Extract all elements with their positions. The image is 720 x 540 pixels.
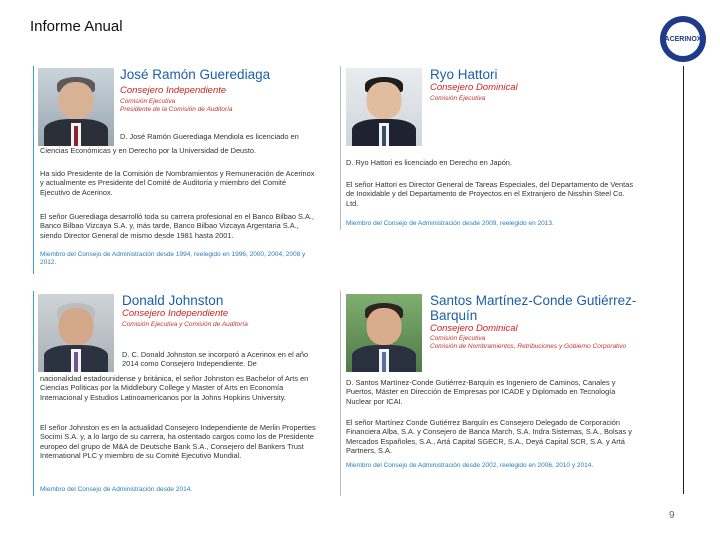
panel-rule-3 xyxy=(33,291,34,496)
director-role: Consejero Dominical xyxy=(430,82,518,93)
committee-line: Comisión Ejecutiva xyxy=(120,98,176,105)
board-membership: Miembro del Consejo de Administración desde 2009, reelegido en 2013. xyxy=(346,220,554,227)
bio-paragraph: D. Santos Martínez-Conde Gutiérrez-Barquín es Ingeniero de Caminos, Canales y Puertos, Máster en Dirección de Empresas por ICADE y Diplomado en Tecnología Nuclear por ICAI. xyxy=(346,378,616,406)
director-name: Santos Martínez-Conde Gutiérrez-Barquín xyxy=(430,293,637,323)
bio-paragraph: Ciencias Económicas y en Derecho por la Universidad de Deusto. xyxy=(40,146,257,155)
panel-rule-4 xyxy=(340,291,341,496)
board-membership: Miembro del Consejo de Administración desde 2014. xyxy=(40,486,193,493)
panel-rule-2 xyxy=(340,66,341,230)
bio-paragraph: El señor Martínez Conde Gutiérrez Barquín es Consejero Delegado de Corporación Financiera Alba, S.A. y Consejero de Banca March, S.A. Indra Sistemas, S.A., Bolsas y Mercados Españoles, S.A., Artá Capital SGECR, S.A., Deyá Capital SCR, S.A. y Artá Partners, S.A. xyxy=(346,418,632,456)
bio-paragraph: El señor Hattori es Director General de Tareas Especiales, del Departamento de Ventas de Inoxidable y del Departamento de Proyectos en el Extranjero de Nisshin Steel Co. Ltd. xyxy=(346,180,634,208)
director-role: Consejero Dominical xyxy=(430,323,518,334)
director-name: Donald Johnston xyxy=(122,293,224,308)
page-number: 9 xyxy=(669,510,675,521)
bio-paragraph: El señor Guerediaga desarrolló toda su carrera profesional en el Banco Bilbao S.A., Banco Bilbao Vizcaya S.A. y, más tarde, Banco Bilbao Vizcaya Argentaria S.A., siendo Director General de mismo desde 1981 hasta 2001. xyxy=(40,212,315,240)
board-membership: Miembro del Consejo de Administración desde 1994, reelegido en 1996, 2000, 2004, 2008 y 2012. xyxy=(40,251,306,266)
bio-paragraph: nacionalidad estadounidense y británica, el señor Johnston es Bachelor of Arts en Ciencias Políticas por la Middlebury College y Master of Arts en Economía Internacional y Estudios Latinoamericanos por la Johns Hopkins University. xyxy=(40,374,309,402)
portrait-photo xyxy=(346,68,422,146)
committee-line: Comisión de Nombramientos, Retribuciones y Gobierno Corporativo xyxy=(430,343,627,350)
portrait-photo xyxy=(38,294,114,372)
committee-line: Comisión Ejecutiva y Comisión de Auditoría xyxy=(122,321,248,328)
acerinox-logo xyxy=(660,16,706,62)
bio-paragraph: Ha sido Presidente de la Comisión de Nombramientos y Remuneración de Acerinox y actualmente es Presidente del Comité de Auditoría y miembro del Comité Ejecutivo de Acerinox. xyxy=(40,169,315,197)
committee-line: Comisión Ejecutiva xyxy=(430,95,486,102)
committee-line: Comisión Ejecutiva xyxy=(430,335,486,342)
director-name: José Ramón Guerediaga xyxy=(120,67,271,82)
panel-rule-1 xyxy=(33,66,34,274)
director-role: Consejero Independiente xyxy=(120,85,227,96)
bio-intro: D. C. Donald Johnston se incorporó a Acerinox en el año 2014 como Consejero Independiente. De xyxy=(122,350,309,369)
portrait-photo xyxy=(346,294,422,372)
committee-line: Presidente de la Comisión de Auditoría xyxy=(120,106,233,113)
board-membership: Miembro del Consejo de Administración desde 2002, reelegido en 2006, 2010 y 2014. xyxy=(346,462,594,469)
right-divider xyxy=(683,66,684,494)
page-title: Informe Anual xyxy=(30,18,123,35)
bio-paragraph: El señor Johnston es en la actualidad Consejero Independiente de Merlin Properties Socimi S.A. y, a lo largo de su carrera, ha ostentado cargos como los de Presidente europeo del grupo de M&A de Deutsche Bank S.A., Consejero del Bankers Trust International PLC y miembro de su Comité Ejecutivo Mundial. xyxy=(40,423,316,461)
portrait-photo xyxy=(38,68,114,146)
director-name: Ryo Hattori xyxy=(430,67,498,82)
bio-paragraph: D. Ryo Hattori es licenciado en Derecho en Japón. xyxy=(346,158,512,167)
logo-text: ACERINOX xyxy=(664,35,702,43)
bio-intro: D. José Ramón Guerediaga Mendiola es licenciado en xyxy=(120,132,299,141)
director-role: Consejero Independiente xyxy=(122,308,229,319)
